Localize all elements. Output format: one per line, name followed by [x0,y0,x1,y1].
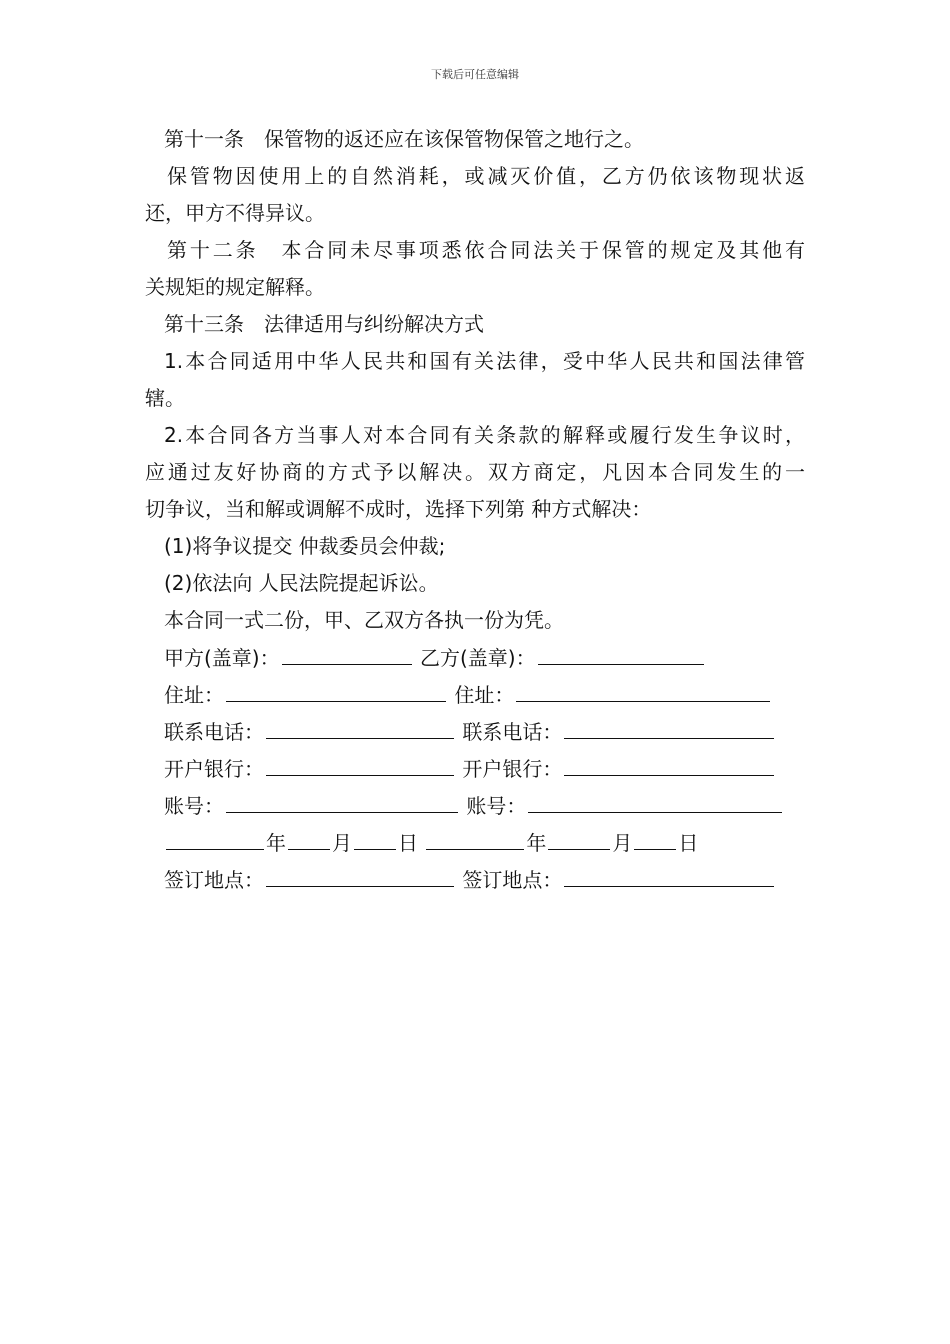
party-b-month-label: 月 [612,831,633,855]
party-a-day-blank [354,829,396,850]
article-12-text1: 第十二条 本合同未尽事项悉依合同法关于保管的规定及其他有 [167,238,805,262]
article-13-item1-line2: 辖。 [145,386,185,410]
party-b-bank-blank [564,755,774,776]
party-a-day-label: 日 [398,831,418,855]
signature-place-row [164,866,776,893]
party-a-year-label: 年 [266,831,286,855]
party-b-day-blank [634,829,676,850]
party-a-month-blank [288,829,330,850]
party-a-account-blank [226,792,458,813]
article-12-line2: 关规矩的规定解释。 [145,275,325,299]
party-a-place-blank [266,866,454,887]
article-11-title: 第十一条 保管物的返还应在该保管物保管之地行之。 [164,127,644,151]
article-13-item1-line1 [164,348,805,374]
party-b-seal-label: 乙方(盖章)： [419,646,536,670]
party-b-account-label: 账号： [466,794,527,818]
party-a-account-label: 账号： [164,794,224,818]
article-11-paragraph-line1 [167,163,805,189]
signature-seal-row [164,644,706,671]
option-arbitration: (1)将争议提交 仲裁委员会仲裁; [164,534,446,558]
party-b-phone-blank [564,718,774,739]
article-13-item2-text2: 应通过友好协商的方式予以解决。双方商定，凡因本合同发生的一 [145,460,805,484]
article-11-paragraph-text1: 保管物因使用上的自然消耗，或减灭价值，乙方仍依该物现状返 [167,164,805,188]
party-a-seal-blank [282,644,412,665]
party-b-phone-label: 联系电话： [462,720,563,744]
signature-bank-row [164,755,776,782]
party-b-bank-label: 开户银行： [462,757,563,781]
party-a-address-blank [226,681,446,702]
party-a-address-label: 住址： [164,683,224,707]
party-b-place-blank [564,866,774,887]
article-13-item1-text1: 1.本合同适用中华人民共和国有关法律，受中华人民共和国法律管 [164,349,805,373]
copies-statement: 本合同一式二份，甲、乙双方各执一份为凭。 [164,608,564,632]
party-a-bank-blank [266,755,454,776]
article-13-item2-line1 [164,422,805,448]
party-a-year-blank [166,829,264,850]
signature-account-row [164,792,784,819]
article-12-line1 [167,237,805,263]
header-note: 下载后可任意编辑 [431,68,519,81]
party-a-month-label: 月 [332,831,352,855]
article-13-item2-line2 [145,459,805,485]
option-litigation: (2)依法向 人民法院提起诉讼。 [164,571,439,595]
party-a-phone-label: 联系电话： [164,720,264,744]
party-b-seal-blank [538,644,704,665]
party-a-place-label: 签订地点： [164,868,264,892]
party-a-seal-label: 甲方(盖章)： [164,646,280,670]
party-a-bank-label: 开户银行： [164,757,264,781]
party-b-address-blank [516,681,770,702]
party-b-account-blank [528,792,782,813]
party-b-year-label: 年 [526,831,547,855]
party-a-phone-blank [266,718,454,739]
party-b-year-blank [426,829,524,850]
article-13-title: 第十三条 法律适用与纠纷解决方式 [164,312,484,336]
party-b-day-label: 日 [678,831,699,855]
signature-address-row [164,681,772,708]
signature-phone-row [164,718,776,745]
party-b-address-label: 住址： [454,683,515,707]
article-13-item2-text1: 2.本合同各方当事人对本合同有关条款的解释或履行发生争议时， [164,423,805,447]
party-b-place-label: 签订地点： [462,868,563,892]
party-b-month-blank [548,829,610,850]
signature-date-row [164,829,698,856]
article-11-paragraph-line2: 还，甲方不得异议。 [145,201,325,225]
article-13-item2-line3: 切争议，当和解或调解不成时，选择下列第 种方式解决： [145,497,652,521]
